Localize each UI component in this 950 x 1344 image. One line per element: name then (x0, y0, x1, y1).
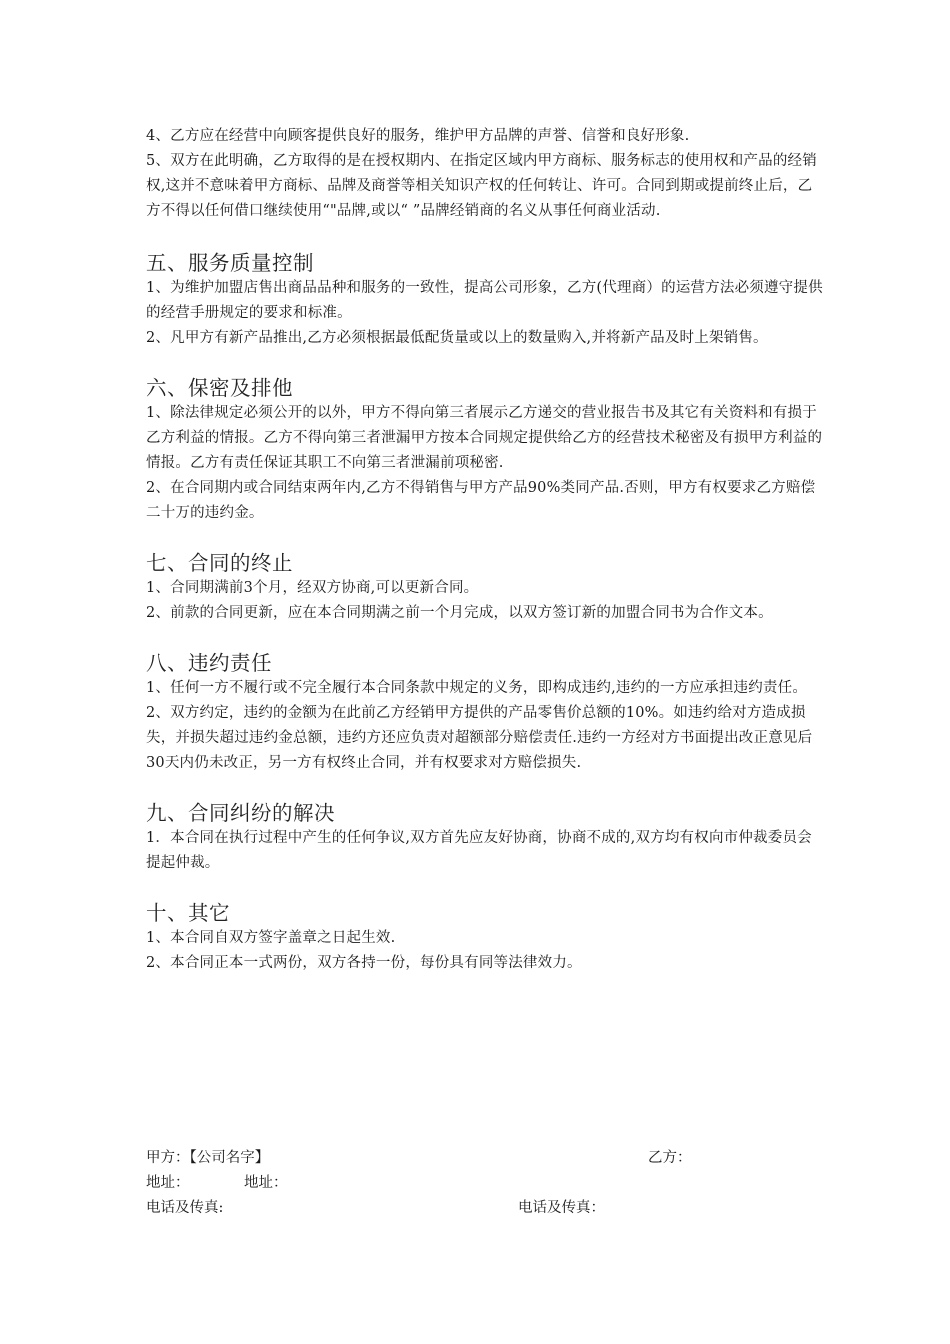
section-service-quality (146, 250, 826, 351)
section-heading: 七、合同的终止 (146, 551, 293, 575)
section-liability (146, 650, 826, 776)
clause-paragraph: 2、凡甲方有新产品推出,乙方必须根据最低配货量或以上的数量购入,并将新产品及时上架销售。 (146, 330, 768, 346)
section-heading: 五、服务质量控制 (146, 251, 314, 275)
section-heading: 九、合同纠纷的解决 (146, 801, 335, 825)
section-termination (146, 550, 826, 626)
clause-paragraph: 1、合同期满前3个月，经双方协商,可以更新合同。 (146, 580, 479, 596)
section-confidentiality (146, 375, 826, 526)
contract-page (146, 124, 826, 976)
section-other (146, 900, 826, 976)
clause-paragraph: 1、除法律规定必须公开的以外，甲方不得向第三者展示乙方递交的营业报告书及其它有关资料和有损于乙方利益的情报。乙方不得向第三者泄漏甲方按本合同规定提供给乙方的经营技术秘密及有损甲方利益的情报。乙方有责任保证其职工不向第三者泄漏前项秘密. (146, 405, 823, 471)
party-a-phone-label: 电话及传真: (146, 1200, 224, 1216)
clause-paragraph: 2、双方约定，违约的金额为在此前乙方经销甲方提供的产品零售价总额的10%。如违约给对方造成损失，并损失超过违约金总额，违约方还应负责对超额部分赔偿责任.违约一方经对方书面提出改正意见后30天内仍未改正，另一方有权终止合同，并有权要求对方赔偿损失. (146, 705, 813, 771)
section-heading: 六、保密及排他 (146, 376, 293, 400)
clause-paragraph: 2、在合同期内或合同结束两年内,乙方不得销售与甲方产品90%类同产品.否则，甲方有权要求乙方赔偿二十万的违约金。 (146, 480, 816, 521)
clause-paragraph: 4、乙方应在经营中向顾客提供良好的服务，维护甲方品牌的声誉、信誉和良好形象. (146, 128, 690, 144)
clause-paragraph: 2、前款的合同更新，应在本合同期满之前一个月完成，以双方签订新的加盟合同书为合作文本。 (146, 605, 773, 621)
section-heading: 八、违约责任 (146, 651, 272, 675)
party-b-phone-label: 电话及传真： (518, 1200, 605, 1216)
party-b-address-label: 地址： (244, 1175, 288, 1191)
party-a-label: 甲方：【公司名字】 (146, 1150, 270, 1166)
section-heading: 十、其它 (146, 901, 230, 925)
clause-paragraph: 1、为维护加盟店售出商品品种和服务的一致性，提高公司形象，乙方(代理商）的运营方法必须遵守提供的经营手册规定的要求和标准。 (146, 280, 823, 321)
party-a-address-label: 地址： (146, 1175, 190, 1191)
clause-paragraph: 1、本合同自双方签字盖章之日起生效. (146, 930, 396, 946)
clause-paragraph: 2、本合同正本一式两份，双方各持一份，每份具有同等法律效力。 (146, 955, 582, 971)
party-b-label: 乙方： (648, 1150, 692, 1166)
clause-paragraph: 1、任何一方不履行或不完全履行本合同条款中规定的义务，即构成违约,违约的一方应承担违约责任。 (146, 680, 808, 696)
section-dispute (146, 800, 826, 876)
clause-paragraph: 1．本合同在执行过程中产生的任何争议,双方首先应友好协商，协商不成的,双方均有权向市仲裁委员会提起仲裁。 (146, 830, 812, 871)
clause-paragraph: 5、双方在此明确，乙方取得的是在授权期内、在指定区域内甲方商标、服务标志的使用权和产品的经销权,这并不意味着甲方商标、品牌及商誉等相关知识产权的任何转让、许可。合同到期或提前终止后，乙方不得以任何借口继续使用“"品牌,或以“ ”品牌经销商的名义从事任何商业活动. (146, 153, 817, 219)
intro-clauses (146, 124, 826, 224)
